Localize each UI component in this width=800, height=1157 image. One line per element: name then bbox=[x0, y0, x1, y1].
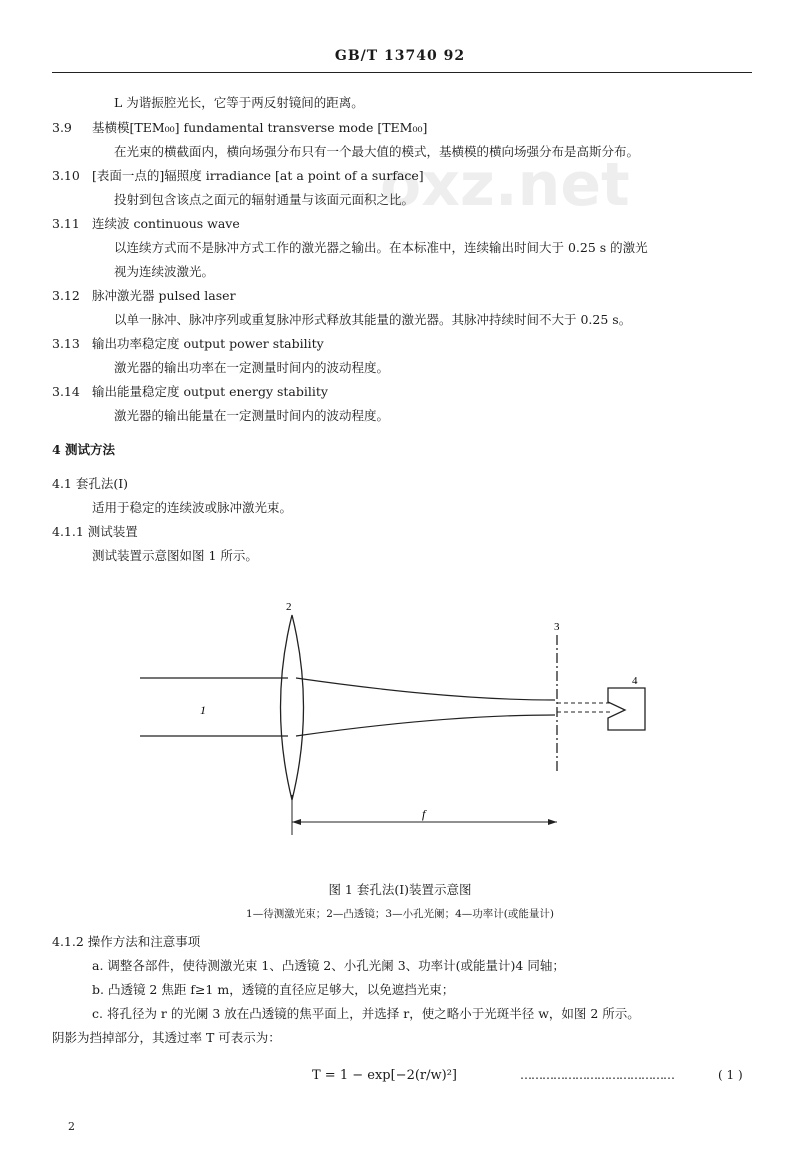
definition-line: 以连续方式而不是脉冲方式工作的激光器之输出。在本标准中，连续输出时间大于 0.25 s 的激光 bbox=[114, 240, 648, 255]
convex-lens bbox=[281, 615, 304, 800]
paragraph: 适用于稳定的连续波或脉冲激光束。 bbox=[92, 500, 293, 515]
page-number: 2 bbox=[68, 1120, 75, 1133]
subsection-title: 4.1.1 测试装置 bbox=[52, 524, 138, 539]
subsection-title: 4.1 套孔法(Ⅰ) bbox=[52, 476, 129, 491]
paragraph: 阴影为挡掉部分，其透过率 T 可表示为： bbox=[52, 1030, 281, 1045]
paragraph: 测试装置示意图如图 1 所示。 bbox=[92, 548, 258, 563]
focused-beam-lower bbox=[296, 715, 555, 736]
formula: T = 1 − exp[−2(r/w)²] bbox=[312, 1068, 457, 1083]
label-beam: 1 bbox=[200, 703, 206, 717]
label-meter: 4 bbox=[632, 675, 638, 687]
list-item: b. 凸透镜 2 焦距 f≥1 m，透镜的直径应足够大，以免遮挡光束； bbox=[92, 982, 455, 997]
definition-term: 3.9 基横模[TEM₀₀] fundamental transverse mode [TEM₀₀] bbox=[52, 120, 428, 135]
label-lens: 2 bbox=[286, 601, 292, 613]
figure-caption: 图 1 套孔法(Ⅰ)装置示意图 bbox=[328, 882, 472, 897]
definition-line: 在光束的横截面内，横向场强分布只有一个最大值的模式，基横模的横向场强分布是高斯分布。 bbox=[114, 144, 640, 159]
label-aperture: 3 bbox=[554, 621, 560, 633]
page-header: GB/T 13740 92 bbox=[334, 48, 466, 64]
definition-term: 3.12 脉冲激光器 pulsed laser bbox=[52, 288, 236, 303]
list-item: a. 调整各部件，使待测激光束 1、凸透镜 2、小孔光阑 3、功率计(或能量计)4 同轴； bbox=[92, 958, 565, 973]
definition-term: 3.10 [表面一点的]辐照度 irradiance [at a point of a surface] bbox=[52, 168, 424, 183]
definition-term: 3.14 输出能量稳定度 output energy stability bbox=[52, 384, 328, 399]
definition-term: 3.11 连续波 continuous wave bbox=[52, 216, 240, 231]
formula-leader-dots: …………………………………… bbox=[520, 1068, 674, 1082]
header-rule bbox=[52, 72, 752, 73]
figure-1-diagram bbox=[140, 590, 700, 860]
list-item: c. 将孔径为 r 的光阑 3 放在凸透镜的焦平面上，并选择 r，使之略小于光斑半径 w，如图 2 所示。 bbox=[92, 1006, 640, 1021]
formula-number: ( 1 ) bbox=[718, 1068, 743, 1082]
power-meter bbox=[608, 688, 645, 730]
definition-line: 激光器的输出功率在一定测量时间内的波动程度。 bbox=[114, 360, 390, 375]
definition-line: 以单一脉冲、脉冲序列或重复脉冲形式释放其能量的激光器。其脉冲持续时间不大于 0.25 s。 bbox=[114, 312, 632, 327]
label-focal: f bbox=[422, 807, 426, 821]
definition-term: 3.13 输出功率稳定度 output power stability bbox=[52, 336, 324, 351]
subsection-title: 4.1.2 操作方法和注意事项 bbox=[52, 934, 201, 949]
figure-legend: 1—待测激光束；2—凸透镜；3—小孔光阑；4—功率计(或能量计) bbox=[246, 908, 554, 920]
definition-line: L 为谐振腔光长，它等于两反射镜间的距离。 bbox=[114, 95, 364, 110]
watermark-text: oxz.net bbox=[380, 150, 630, 220]
definition-line: 激光器的输出能量在一定测量时间内的波动程度。 bbox=[114, 408, 390, 423]
focused-beam-upper bbox=[296, 678, 555, 700]
definition-line: 视为连续波激光。 bbox=[114, 264, 215, 279]
definition-line: 投射到包含该点之面元的辐射通量与该面元面积之比。 bbox=[114, 192, 415, 207]
section-heading: 4 测试方法 bbox=[52, 442, 116, 457]
